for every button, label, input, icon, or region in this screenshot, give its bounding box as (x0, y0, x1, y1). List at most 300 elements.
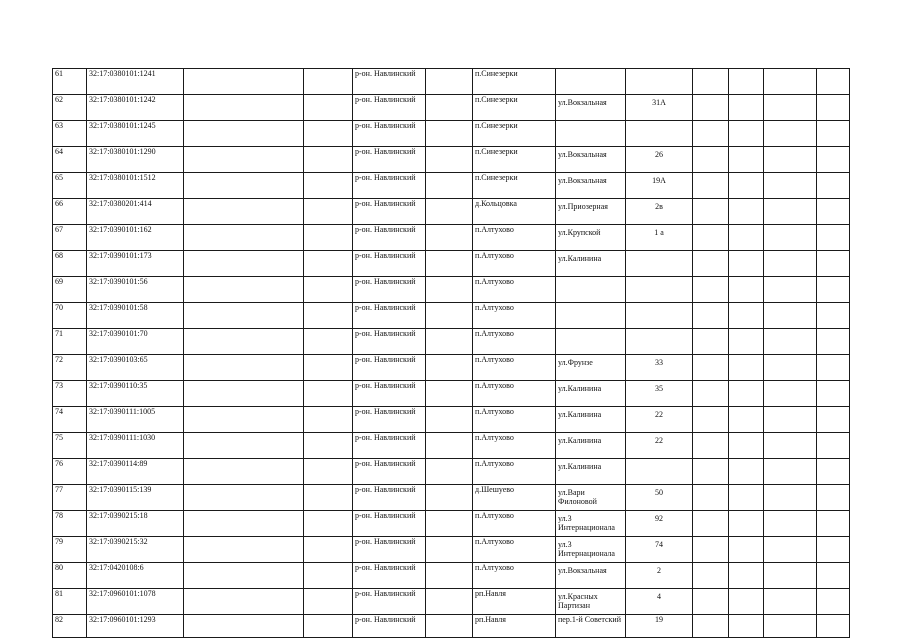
house-number: 1 а (626, 225, 693, 251)
district: р-он. Навлинский (353, 251, 426, 277)
empty-cell (693, 121, 729, 147)
empty-cell (304, 225, 353, 251)
cadastral-number: 32:17:0380201:414 (87, 199, 184, 225)
empty-cell (817, 225, 850, 251)
row-number: 74 (53, 407, 87, 433)
empty-cell (817, 589, 850, 615)
empty-cell (764, 69, 817, 95)
settlement: п.Алтухово (473, 459, 556, 485)
settlement: п.Синезерки (473, 147, 556, 173)
empty-cell (693, 147, 729, 173)
empty-cell (817, 199, 850, 225)
empty-cell (693, 407, 729, 433)
empty-cell (304, 563, 353, 589)
empty-cell (304, 381, 353, 407)
cadastral-number: 32:17:0390215:18 (87, 511, 184, 537)
empty-cell (184, 173, 304, 199)
row-number: 79 (53, 537, 87, 563)
cadastral-number: 32:17:0960101:1293 (87, 615, 184, 638)
settlement: п.Синезерки (473, 121, 556, 147)
empty-cell (817, 95, 850, 121)
table-row (53, 147, 850, 173)
empty-cell (693, 303, 729, 329)
empty-cell (764, 537, 817, 563)
empty-cell (304, 355, 353, 381)
house-number: 22 (626, 433, 693, 459)
empty-cell (184, 69, 304, 95)
empty-cell (764, 95, 817, 121)
empty-cell (184, 121, 304, 147)
empty-cell (693, 459, 729, 485)
cadastral-number: 32:17:0390103:65 (87, 355, 184, 381)
cadastral-number: 32:17:0390101:58 (87, 303, 184, 329)
empty-cell (184, 407, 304, 433)
street: ул.Красных Партизан (556, 589, 626, 615)
row-number: 72 (53, 355, 87, 381)
cadastral-number: 32:17:0390215:32 (87, 537, 184, 563)
row-number: 69 (53, 277, 87, 303)
settlement: п.Алтухово (473, 225, 556, 251)
settlement: д.Шешуево (473, 485, 556, 511)
empty-cell (817, 537, 850, 563)
street: ул.Калинина (556, 459, 626, 485)
street: ул.Фрунзе (556, 355, 626, 381)
cadastral-number: 32:17:0380101:1242 (87, 95, 184, 121)
empty-cell (693, 563, 729, 589)
row-number: 76 (53, 459, 87, 485)
empty-cell (304, 251, 353, 277)
empty-cell (426, 459, 473, 485)
empty-cell (184, 303, 304, 329)
empty-cell (764, 225, 817, 251)
table-row (53, 459, 850, 485)
settlement: п.Алтухово (473, 277, 556, 303)
empty-cell (184, 199, 304, 225)
empty-cell (426, 329, 473, 355)
street: пер.1-й Советский (556, 615, 626, 638)
house-number: 2 (626, 563, 693, 589)
district: р-он. Навлинский (353, 355, 426, 381)
empty-cell (817, 433, 850, 459)
street: ул.3 Интернационала (556, 537, 626, 563)
row-number: 63 (53, 121, 87, 147)
empty-cell (817, 329, 850, 355)
empty-cell (817, 563, 850, 589)
empty-cell (729, 329, 764, 355)
cadastral-number: 32:17:0380101:1245 (87, 121, 184, 147)
district: р-он. Навлинский (353, 407, 426, 433)
empty-cell (764, 173, 817, 199)
settlement: п.Алтухово (473, 303, 556, 329)
empty-cell (184, 329, 304, 355)
house-number (626, 329, 693, 355)
empty-cell (729, 173, 764, 199)
empty-cell (817, 251, 850, 277)
district: р-он. Навлинский (353, 485, 426, 511)
row-number: 73 (53, 381, 87, 407)
row-number: 62 (53, 95, 87, 121)
empty-cell (304, 615, 353, 638)
empty-cell (817, 511, 850, 537)
cadastral-number: 32:17:0380101:1512 (87, 173, 184, 199)
table-row (53, 121, 850, 147)
empty-cell (304, 589, 353, 615)
empty-cell (184, 381, 304, 407)
cadastral-number: 32:17:0960101:1078 (87, 589, 184, 615)
settlement: рп.Навля (473, 615, 556, 638)
empty-cell (693, 251, 729, 277)
empty-cell (764, 381, 817, 407)
street (556, 69, 626, 95)
empty-cell (184, 225, 304, 251)
settlement: д.Кольцовка (473, 199, 556, 225)
cadastral-number: 32:17:0390111:1030 (87, 433, 184, 459)
empty-cell (729, 225, 764, 251)
empty-cell (729, 277, 764, 303)
district: р-он. Навлинский (353, 95, 426, 121)
empty-cell (184, 615, 304, 638)
empty-cell (693, 485, 729, 511)
street: ул.Калинина (556, 407, 626, 433)
settlement: п.Алтухово (473, 537, 556, 563)
empty-cell (817, 381, 850, 407)
empty-cell (304, 173, 353, 199)
settlement: п.Алтухово (473, 329, 556, 355)
empty-cell (764, 485, 817, 511)
cadastral-number: 32:17:0380101:1241 (87, 69, 184, 95)
empty-cell (817, 173, 850, 199)
street: ул.Крупской (556, 225, 626, 251)
table-row (53, 303, 850, 329)
empty-cell (426, 251, 473, 277)
district: р-он. Навлинский (353, 329, 426, 355)
street: ул.3 Интернационала (556, 511, 626, 537)
empty-cell (304, 537, 353, 563)
empty-cell (764, 589, 817, 615)
house-number: 26 (626, 147, 693, 173)
empty-cell (729, 121, 764, 147)
empty-cell (304, 69, 353, 95)
empty-cell (729, 407, 764, 433)
table-row (53, 95, 850, 121)
row-number: 78 (53, 511, 87, 537)
house-number: 92 (626, 511, 693, 537)
house-number: 33 (626, 355, 693, 381)
empty-cell (304, 303, 353, 329)
settlement: п.Синезерки (473, 69, 556, 95)
empty-cell (729, 537, 764, 563)
table-row (53, 537, 850, 563)
empty-cell (426, 511, 473, 537)
cadastral-number: 32:17:0390101:56 (87, 277, 184, 303)
street: ул.Вокзальная (556, 173, 626, 199)
empty-cell (184, 459, 304, 485)
house-number (626, 251, 693, 277)
empty-cell (426, 147, 473, 173)
empty-cell (304, 459, 353, 485)
empty-cell (304, 277, 353, 303)
empty-cell (764, 511, 817, 537)
house-number (626, 121, 693, 147)
empty-cell (764, 459, 817, 485)
empty-cell (764, 121, 817, 147)
empty-cell (817, 355, 850, 381)
empty-cell (729, 485, 764, 511)
district: р-он. Навлинский (353, 537, 426, 563)
district: р-он. Навлинский (353, 277, 426, 303)
house-number: 35 (626, 381, 693, 407)
empty-cell (729, 251, 764, 277)
property-register-table (52, 68, 850, 638)
row-number: 71 (53, 329, 87, 355)
table-row (53, 381, 850, 407)
street: ул.Калинина (556, 433, 626, 459)
row-number: 67 (53, 225, 87, 251)
table-body (53, 69, 850, 638)
empty-cell (426, 199, 473, 225)
empty-cell (817, 121, 850, 147)
empty-cell (693, 173, 729, 199)
empty-cell (729, 355, 764, 381)
settlement: п.Алтухово (473, 433, 556, 459)
empty-cell (693, 589, 729, 615)
street: ул.Вокзальная (556, 147, 626, 173)
street (556, 303, 626, 329)
row-number: 80 (53, 563, 87, 589)
empty-cell (184, 251, 304, 277)
cadastral-number: 32:17:0390114:89 (87, 459, 184, 485)
cadastral-number: 32:17:0380101:1290 (87, 147, 184, 173)
empty-cell (304, 511, 353, 537)
cadastral-number: 32:17:0390101:70 (87, 329, 184, 355)
cadastral-number: 32:17:0390115:139 (87, 485, 184, 511)
empty-cell (693, 615, 729, 638)
empty-cell (817, 459, 850, 485)
empty-cell (426, 407, 473, 433)
empty-cell (426, 69, 473, 95)
table-row (53, 433, 850, 459)
row-number: 65 (53, 173, 87, 199)
empty-cell (693, 329, 729, 355)
table-row (53, 355, 850, 381)
empty-cell (426, 121, 473, 147)
district: р-он. Навлинский (353, 615, 426, 638)
empty-cell (304, 433, 353, 459)
house-number: 2в (626, 199, 693, 225)
empty-cell (184, 277, 304, 303)
empty-cell (729, 615, 764, 638)
house-number (626, 277, 693, 303)
settlement: рп.Навля (473, 589, 556, 615)
house-number: 19А (626, 173, 693, 199)
settlement: п.Алтухово (473, 381, 556, 407)
row-number: 70 (53, 303, 87, 329)
table-row (53, 563, 850, 589)
empty-cell (693, 95, 729, 121)
table-row (53, 589, 850, 615)
table-row (53, 199, 850, 225)
row-number: 66 (53, 199, 87, 225)
district: р-он. Навлинский (353, 381, 426, 407)
empty-cell (764, 199, 817, 225)
empty-cell (184, 485, 304, 511)
cadastral-number: 32:17:0390101:162 (87, 225, 184, 251)
street: ул.Вокзальная (556, 95, 626, 121)
row-number: 68 (53, 251, 87, 277)
table-row (53, 485, 850, 511)
settlement: п.Синезерки (473, 173, 556, 199)
district: р-он. Навлинский (353, 225, 426, 251)
street (556, 329, 626, 355)
empty-cell (729, 147, 764, 173)
empty-cell (426, 615, 473, 638)
district: р-он. Навлинский (353, 69, 426, 95)
empty-cell (729, 199, 764, 225)
street: ул.Калинина (556, 251, 626, 277)
table-row (53, 407, 850, 433)
empty-cell (729, 433, 764, 459)
empty-cell (426, 173, 473, 199)
empty-cell (729, 69, 764, 95)
empty-cell (729, 511, 764, 537)
table-row (53, 277, 850, 303)
empty-cell (693, 277, 729, 303)
empty-cell (426, 563, 473, 589)
table-row (53, 615, 850, 638)
empty-cell (764, 407, 817, 433)
empty-cell (304, 199, 353, 225)
empty-cell (693, 381, 729, 407)
empty-cell (729, 589, 764, 615)
empty-cell (764, 433, 817, 459)
row-number: 81 (53, 589, 87, 615)
empty-cell (729, 95, 764, 121)
table-row (53, 225, 850, 251)
empty-cell (817, 615, 850, 638)
empty-cell (817, 277, 850, 303)
table-row (53, 173, 850, 199)
street (556, 121, 626, 147)
street: ул.Вари Филоновой (556, 485, 626, 511)
settlement: п.Алтухово (473, 355, 556, 381)
house-number: 22 (626, 407, 693, 433)
street: ул.Приозерная (556, 199, 626, 225)
settlement: п.Алтухово (473, 407, 556, 433)
empty-cell (693, 199, 729, 225)
empty-cell (304, 95, 353, 121)
empty-cell (184, 589, 304, 615)
district: р-он. Навлинский (353, 459, 426, 485)
empty-cell (304, 407, 353, 433)
empty-cell (729, 563, 764, 589)
empty-cell (764, 329, 817, 355)
settlement: п.Алтухово (473, 511, 556, 537)
empty-cell (764, 277, 817, 303)
table-row (53, 69, 850, 95)
table-row (53, 329, 850, 355)
empty-cell (817, 147, 850, 173)
empty-cell (817, 303, 850, 329)
empty-cell (693, 537, 729, 563)
empty-cell (426, 589, 473, 615)
house-number (626, 303, 693, 329)
empty-cell (693, 69, 729, 95)
empty-cell (693, 225, 729, 251)
district: р-он. Навлинский (353, 147, 426, 173)
district: р-он. Навлинский (353, 199, 426, 225)
district: р-он. Навлинский (353, 589, 426, 615)
empty-cell (304, 147, 353, 173)
empty-cell (764, 251, 817, 277)
empty-cell (764, 147, 817, 173)
settlement: п.Алтухово (473, 563, 556, 589)
street (556, 277, 626, 303)
row-number: 61 (53, 69, 87, 95)
empty-cell (426, 355, 473, 381)
empty-cell (184, 147, 304, 173)
empty-cell (764, 303, 817, 329)
empty-cell (764, 355, 817, 381)
empty-cell (184, 563, 304, 589)
empty-cell (184, 537, 304, 563)
empty-cell (764, 563, 817, 589)
house-number (626, 69, 693, 95)
empty-cell (729, 459, 764, 485)
settlement: п.Алтухово (473, 251, 556, 277)
empty-cell (304, 329, 353, 355)
empty-cell (184, 433, 304, 459)
empty-cell (817, 407, 850, 433)
house-number: 50 (626, 485, 693, 511)
row-number: 75 (53, 433, 87, 459)
empty-cell (693, 433, 729, 459)
district: р-он. Навлинский (353, 173, 426, 199)
cadastral-number: 32:17:0390111:1005 (87, 407, 184, 433)
empty-cell (426, 537, 473, 563)
district: р-он. Навлинский (353, 563, 426, 589)
empty-cell (304, 485, 353, 511)
empty-cell (426, 381, 473, 407)
empty-cell (426, 433, 473, 459)
house-number (626, 459, 693, 485)
row-number: 82 (53, 615, 87, 638)
empty-cell (693, 511, 729, 537)
district: р-он. Навлинский (353, 511, 426, 537)
table-row (53, 511, 850, 537)
empty-cell (729, 303, 764, 329)
district: р-он. Навлинский (353, 433, 426, 459)
cadastral-number: 32:17:0390110:35 (87, 381, 184, 407)
row-number: 77 (53, 485, 87, 511)
row-number: 64 (53, 147, 87, 173)
cadastral-number: 32:17:0420108:6 (87, 563, 184, 589)
empty-cell (693, 355, 729, 381)
empty-cell (184, 511, 304, 537)
empty-cell (426, 485, 473, 511)
street: ул.Калинина (556, 381, 626, 407)
empty-cell (426, 225, 473, 251)
district: р-он. Навлинский (353, 303, 426, 329)
empty-cell (304, 121, 353, 147)
house-number: 74 (626, 537, 693, 563)
empty-cell (764, 615, 817, 638)
empty-cell (817, 485, 850, 511)
house-number: 19 (626, 615, 693, 638)
cadastral-number: 32:17:0390101:173 (87, 251, 184, 277)
empty-cell (426, 277, 473, 303)
house-number: 4 (626, 589, 693, 615)
empty-cell (426, 95, 473, 121)
